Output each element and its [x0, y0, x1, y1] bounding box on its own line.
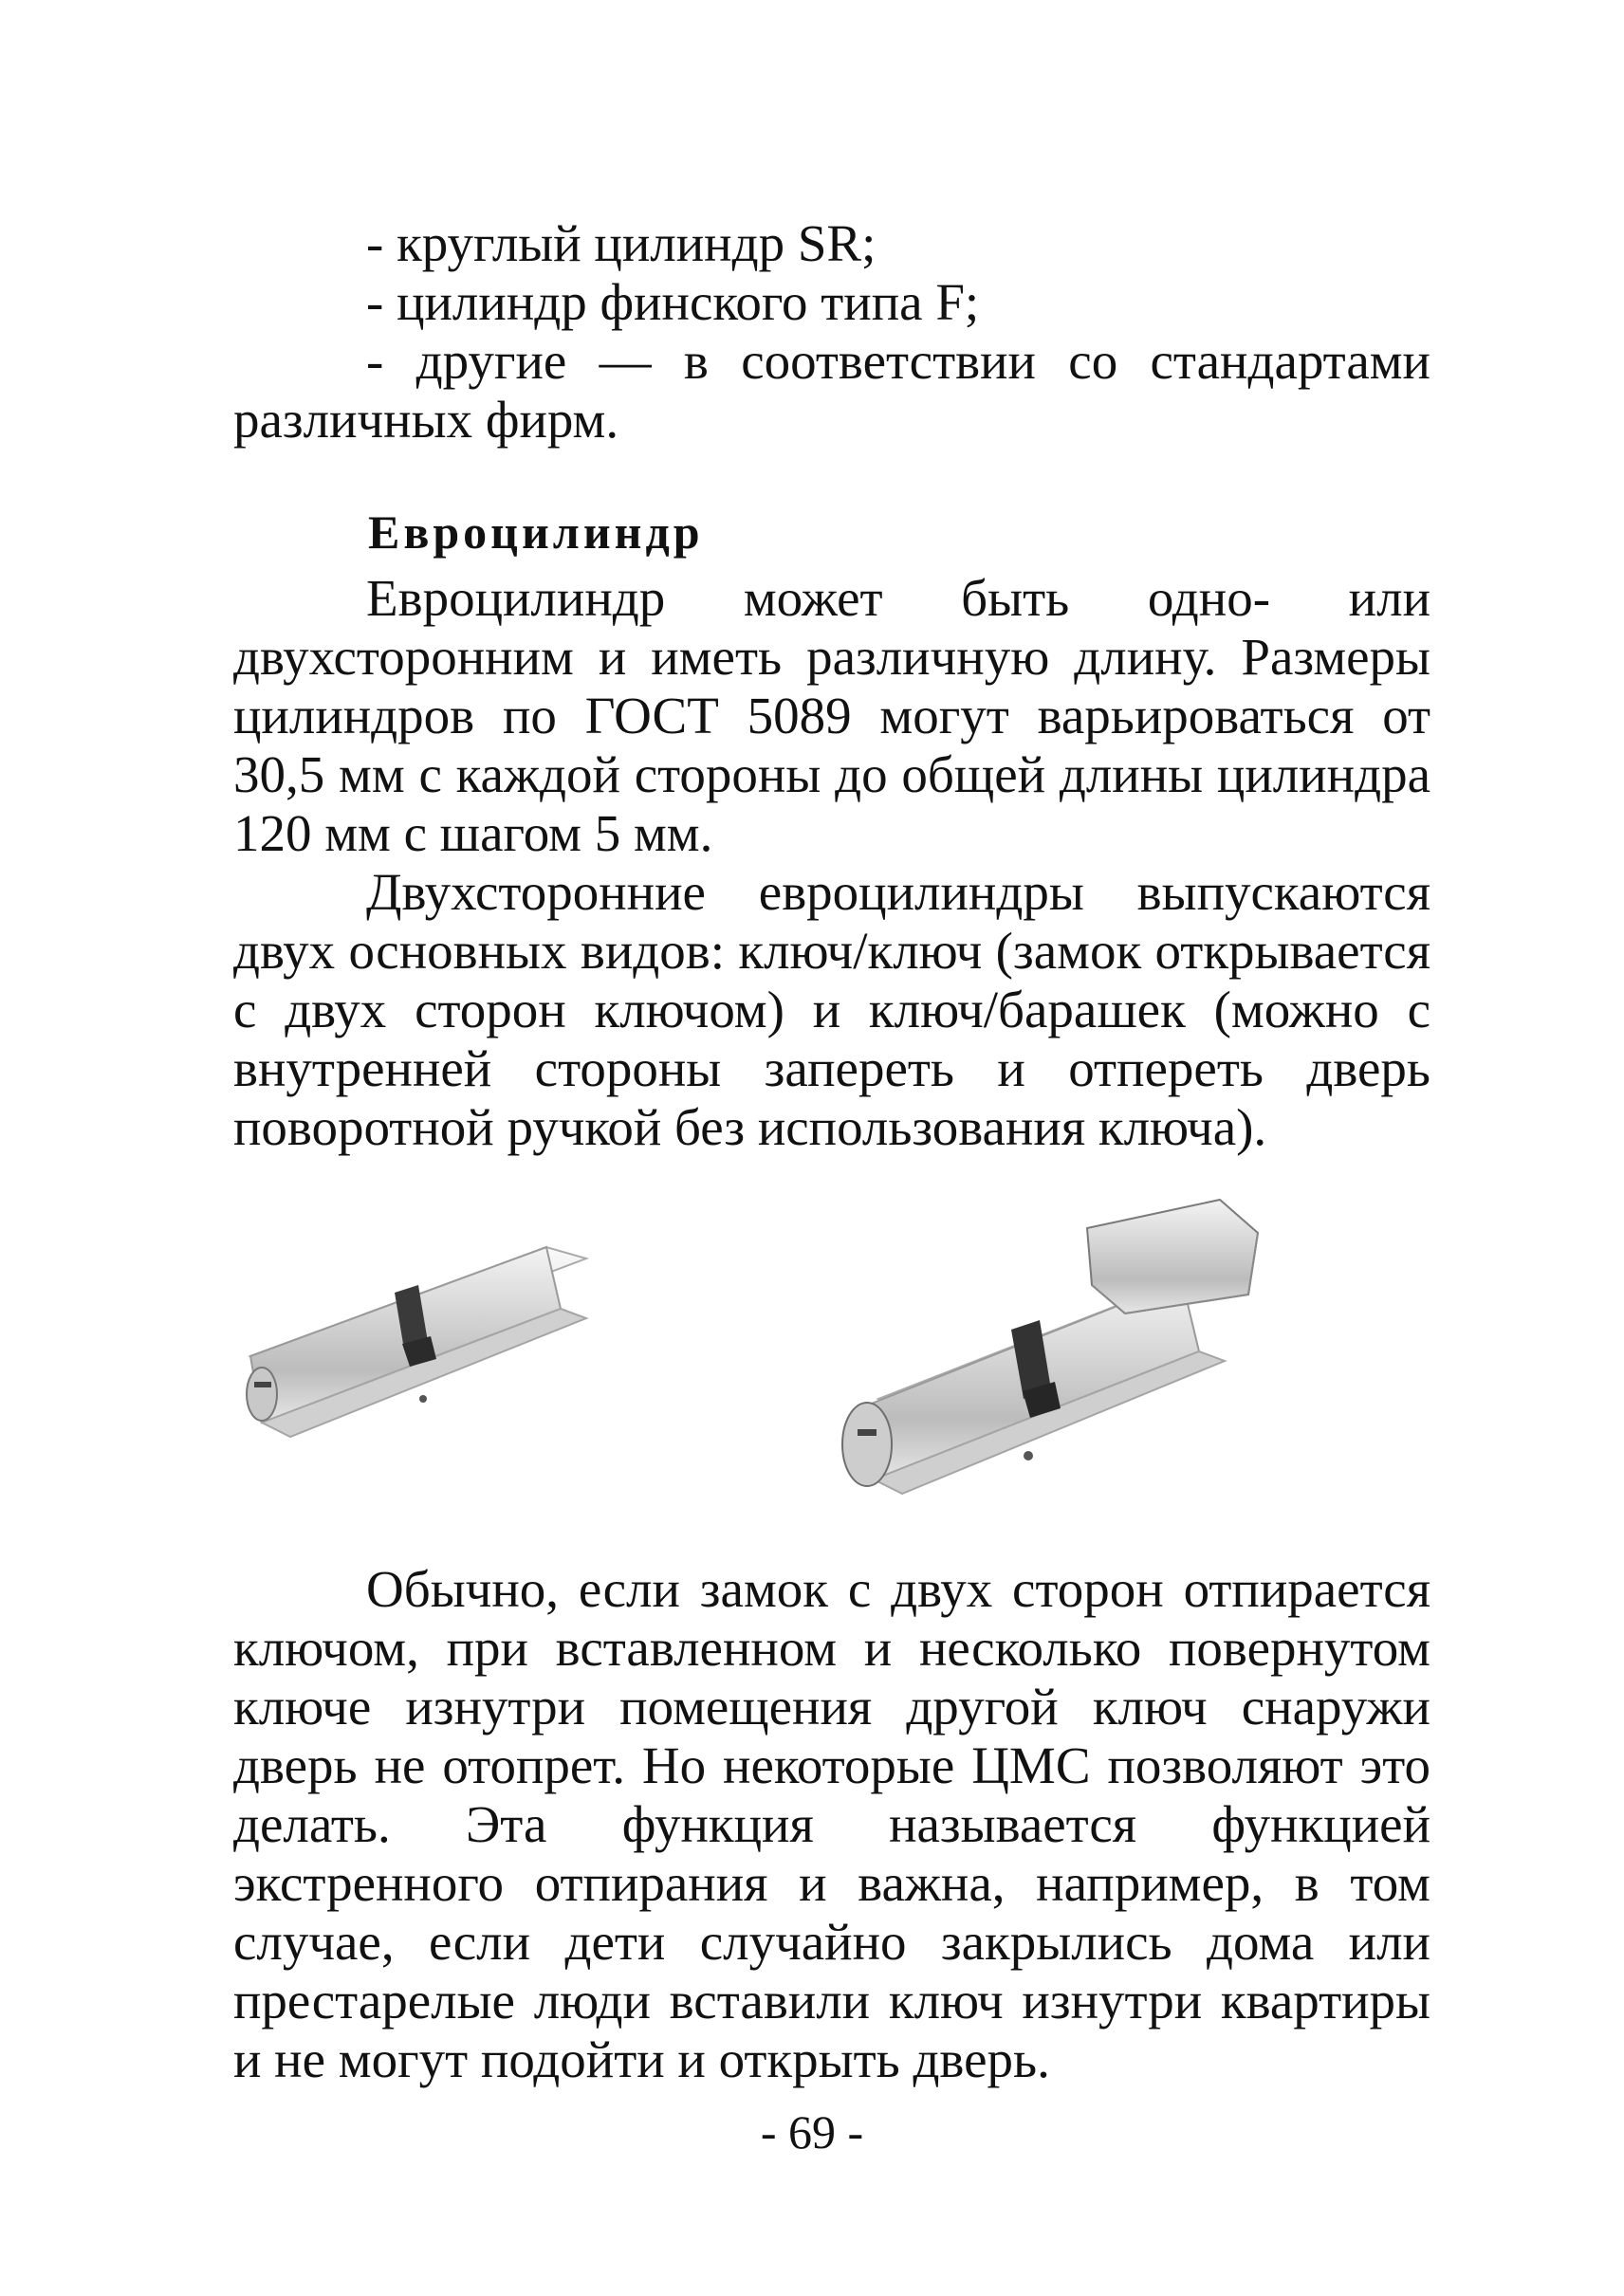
bottom-text [233, 1560, 1430, 2089]
figures-row [233, 1181, 1430, 1522]
paragraph-cylinder-sizes: Евроцилиндр может быть одно- или двухсторонним и иметь различную длину. Размеры цилиндров по ГОСТ 5089 могут варьироваться от 30,5 мм с каждой стороны до общей длины цилиндра 120 мм с шагом 5 мм. [233, 569, 1430, 862]
top-list [233, 214, 1430, 450]
paragraph-emergency-unlock: Обычно, если замок с двух сторон отпирается ключом, при вставленном и несколько повернутом ключе изнутри помещения другой ключ снаружи дверь не отопрет. Но некоторые ЦМС позволяют это делать. Эта функция называется функцией экстренного отпирания и важна, например, в том случае, если дети случайно закрылись дома или престарелые люди вставили ключ изнутри квартиры и не могут подойти и открыть дверь. [233, 1560, 1430, 2088]
cylinder-photos [233, 1181, 1430, 1522]
key-key-euro-cylinder-photo [247, 1247, 586, 1437]
section-body [233, 569, 1430, 1157]
list-item-round-cylinder: - круглый цилиндр SR; [366, 214, 877, 272]
page-number: - 69 - [760, 2105, 864, 2158]
list-item-other-cylinders: - другие — в соответствии со стандартами различных фирм. [233, 332, 1430, 449]
section-heading: Евроцилиндр [368, 505, 704, 559]
list-item-finnish-cylinder: - цилиндр финского типа F; [366, 273, 980, 331]
key-thumbturn-euro-cylinder-photo [842, 1200, 1258, 1494]
paragraph-cylinder-types: Двухсторонние евроцилиндры выпускаются двух основных видов: ключ/ключ (замок открывается с двух сторон ключом) и ключ/барашек (можно с внутренней стороны запереть и отпереть дверь поворотной ручкой без использования ключа). [233, 863, 1430, 1156]
